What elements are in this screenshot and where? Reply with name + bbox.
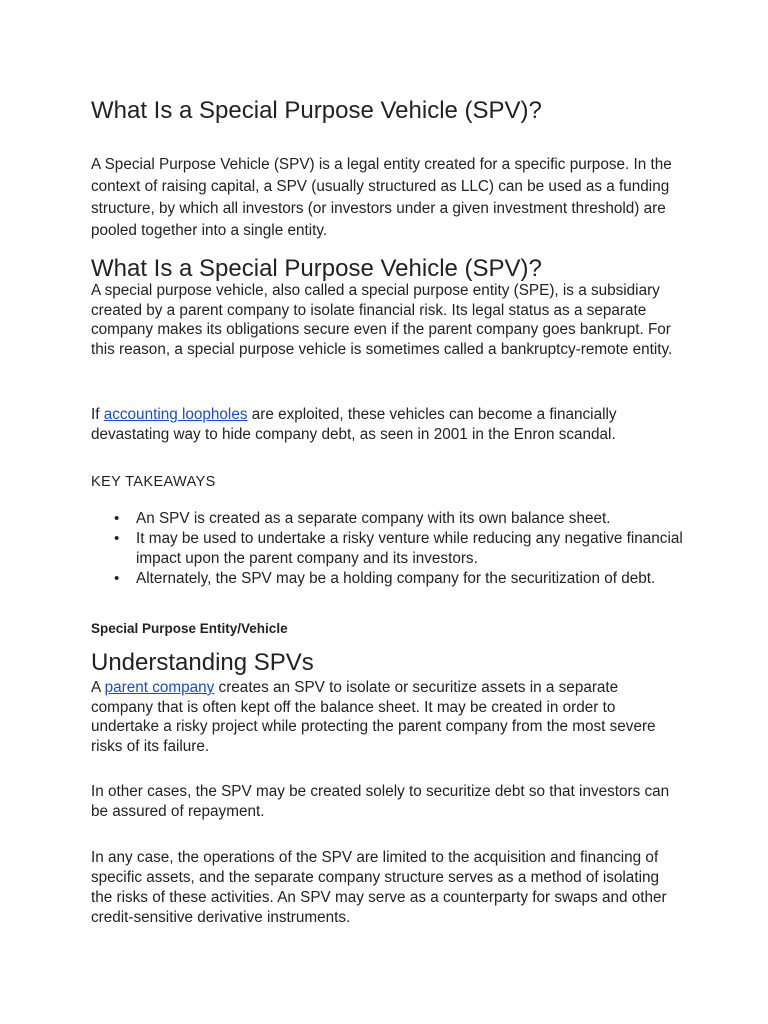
- takeaway-item: • An SPV is created as a separate company with its own balance sheet.: [136, 509, 711, 529]
- paragraph-accounting-loopholes: [91, 405, 681, 445]
- accounting-loopholes-link[interactable]: accounting loopholes: [103, 406, 248, 423]
- paragraph-text: If: [91, 406, 104, 423]
- paragraph-spv-definition: A Special Purpose Vehicle (SPV) is a legal entity created for a specific purpose. In the context of raising capital, a SPV (usually structured as LLC) can be used as a funding structure, by which all investors (or investors under a given investment threshold) are pooled together into a single entity.: [91, 156, 672, 239]
- heading-what-is-spv-repeat: What Is a Special Purpose Vehicle (SPV)?: [91, 255, 542, 282]
- takeaway-item: • It may be used to undertake a risky venture while reducing any negative financial impact upon the parent company and its investors.: [136, 529, 711, 569]
- paragraph-parent-company: [91, 678, 681, 756]
- paragraph-spv-operations: In any case, the operations of the SPV are limited to the acquisition and financing of specific assets, and the separate company structure serves as a method of isolating the risks of these activities. An SPV may serve as a counterparty for swaps and other credit-sensitive derivative instruments.: [91, 849, 667, 926]
- paragraph-text: are exploited, these vehicles can become a financially devastating way to hide company debt, as seen in 2001 in the Enron scandal.: [91, 406, 617, 443]
- paragraph-securitize-debt: In other cases, the SPV may be created solely to securitize debt so that investors can be assured of repayment.: [91, 783, 670, 820]
- paragraph-text: A: [91, 679, 105, 696]
- paragraph-text: creates an SPV to isolate or securitize assets in a separate company that is often kept off the balance sheet. It may be created in order to undertake a risky project while protecting the parent company from the most severe risks of its failure.: [91, 679, 656, 755]
- takeaway-item: • Alternately, the SPV may be a holding company for the securitization of debt.: [136, 569, 711, 589]
- key-takeaways-list: [91, 509, 711, 589]
- key-takeaways-label: KEY TAKEAWAYS: [91, 474, 216, 490]
- paragraph-spe-description: A special purpose vehicle, also called a special purpose entity (SPE), is a subsidiary created by a parent company to isolate financial risk. Its legal status as a separate company makes its obligations secure even if the parent company goes bankrupt. For this reason, a special purpose vehicle is sometimes called a bankruptcy-remote entity.: [91, 282, 673, 359]
- heading-what-is-spv: What Is a Special Purpose Vehicle (SPV)?: [91, 97, 542, 124]
- subheading-special-purpose-entity: Special Purpose Entity/Vehicle: [91, 621, 288, 636]
- heading-understanding-spvs: Understanding SPVs: [91, 649, 314, 676]
- parent-company-link[interactable]: parent company: [104, 679, 215, 696]
